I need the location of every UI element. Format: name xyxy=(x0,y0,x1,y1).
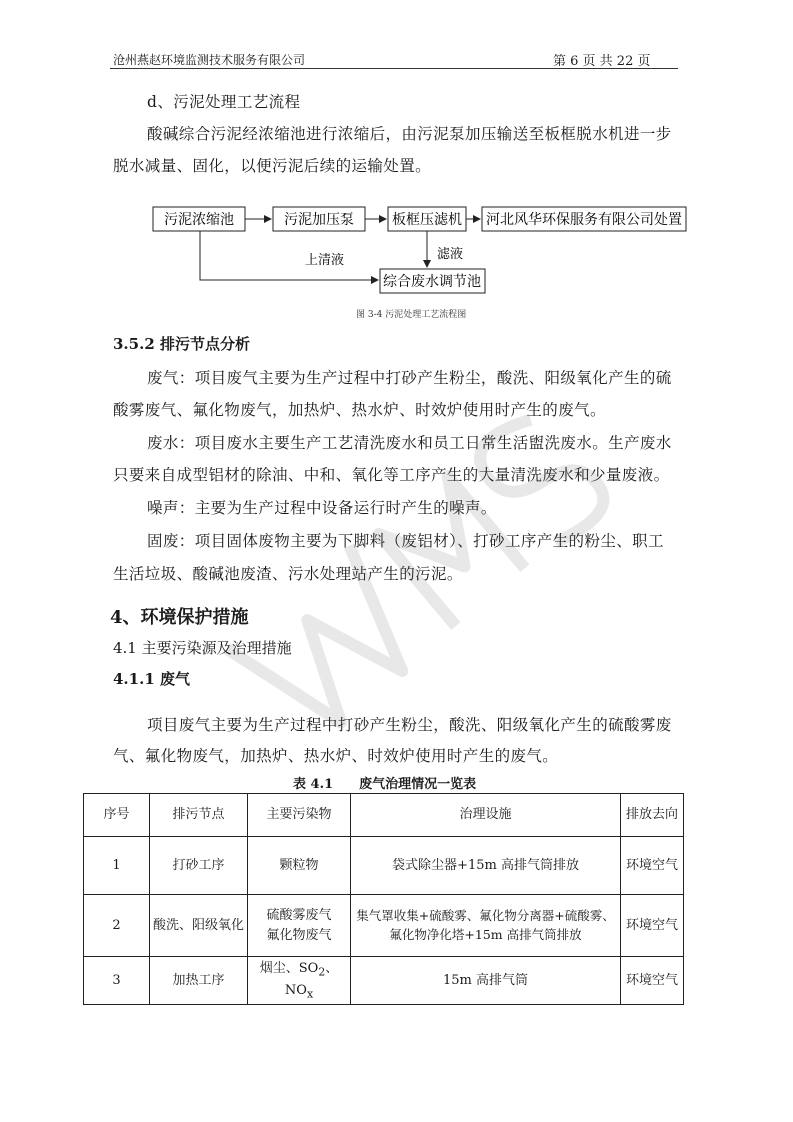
table-cell: 环境空气 xyxy=(621,895,684,957)
table-header-cell: 序号 xyxy=(84,794,150,837)
table-cell: 2 xyxy=(84,895,150,957)
table-header-cell: 排污节点 xyxy=(150,794,248,837)
table-cell: 酸洗、阳级氧化 xyxy=(150,895,248,957)
table-cell: 颗粒物 xyxy=(248,837,351,895)
flow-box-disposal xyxy=(482,207,686,231)
table-cell: 打砂工序 xyxy=(150,837,248,895)
pollutant-text: 烟尘、SO xyxy=(259,960,319,976)
water-line-2: 只要来自成型铝材的除油、中和、氧化等工序产生的大量清洗废水和少量废液。 xyxy=(113,466,670,484)
header-company: 沧州燕赵环境监测技术服务有限公司 xyxy=(113,53,306,67)
header-page-number: 第 6 页 共 22 页 xyxy=(553,54,651,69)
header-divider xyxy=(110,68,678,69)
table-cell-line: 硫酸雾废气 xyxy=(266,908,332,923)
table-cell: 1 xyxy=(84,837,150,895)
water-line-1: 废水：项目废水主要生产工艺清洗废水和员工日常生活盥洗废水。生产废水 xyxy=(147,434,672,452)
flow-label-supernatant: 上清液 xyxy=(305,253,345,268)
flow-box-pump-label: 污泥加压泵 xyxy=(284,212,354,228)
table-cell xyxy=(248,895,351,957)
subscript-x: x xyxy=(306,987,314,1001)
flow-arrow-supernatant xyxy=(200,231,378,280)
section-4-1-heading: 4.1 主要污染源及治理措施 xyxy=(113,639,292,657)
table-cell-line: 集气罩收集+硫酸雾、氟化物分离器+硫酸雾、 xyxy=(356,907,615,923)
table-cell xyxy=(248,957,351,1005)
table-cell: 环境空气 xyxy=(621,957,684,1005)
sludge-line-2: 脱水减量、固化，以便污泥后续的运输处置。 xyxy=(113,157,432,175)
flow-box-filter-press xyxy=(388,207,466,231)
flow-box-thickener-label: 污泥浓缩池 xyxy=(164,212,234,228)
pollutant-text: 、NO xyxy=(284,960,339,998)
section-4-para-2: 气、氟化物废气，加热炉、热水炉、时效炉使用时产生的废气。 xyxy=(113,747,559,765)
flow-box-regulating-tank xyxy=(380,269,485,293)
table-header-cell: 主要污染物 xyxy=(248,794,351,837)
table-caption: 表 4.1 废气治理情况一览表 xyxy=(293,777,477,792)
table-cell: 袋式除尘器+15m 高排气筒排放 xyxy=(351,837,621,895)
table-row xyxy=(84,895,684,957)
noise-line: 噪声：主要为生产过程中设备运行时产生的噪声。 xyxy=(147,499,497,517)
table-row xyxy=(84,837,684,895)
flow-box-filter-press-label: 板框压滤机 xyxy=(392,212,462,228)
table-cell: 环境空气 xyxy=(621,837,684,895)
table-header-cell: 治理设施 xyxy=(351,794,621,837)
exhaust-treatment-table xyxy=(83,793,684,1005)
table-cell: 加热工序 xyxy=(150,957,248,1005)
gas-line-2: 酸雾废气、氟化物废气，加热炉、热水炉、时效炉使用时产生的废气。 xyxy=(113,401,606,419)
table-cell: 3 xyxy=(84,957,150,1005)
figure-caption: 图 3-4 污泥处理工艺流程图 xyxy=(356,310,467,320)
section-4-heading: 4、环境保护措施 xyxy=(110,607,249,628)
table-row xyxy=(84,957,684,1005)
subscript-2: 2 xyxy=(318,965,326,979)
sludge-flow-diagram xyxy=(140,200,700,300)
gas-line-1: 废气：项目废气主要为生产过程中打砂产生粉尘，酸洗、阳级氧化产生的硫 xyxy=(147,369,672,387)
flow-box-disposal-label: 河北风华环保服务有限公司处置 xyxy=(486,212,682,228)
table-header-row xyxy=(84,794,684,837)
table-header-cell: 排放去向 xyxy=(621,794,684,837)
table-cell xyxy=(351,895,621,957)
solid-line-2: 生活垃圾、酸碱池废渣、污水处理站产生的污泥。 xyxy=(113,565,463,583)
watermark-logo xyxy=(180,360,620,790)
flow-box-pump xyxy=(273,207,365,231)
flow-box-thickener xyxy=(153,207,245,231)
section-3-5-2-heading: 3.5.2 排污节点分析 xyxy=(113,335,250,353)
sludge-heading: d、污泥处理工艺流程 xyxy=(147,93,301,111)
sludge-line-1: 酸碱综合污泥经浓缩池进行浓缩后，由污泥泵加压输送至板框脱水机进一步 xyxy=(147,125,672,143)
flow-box-regulating-tank-label: 综合废水调节池 xyxy=(383,274,481,290)
section-4-1-1-heading: 4.1.1 废气 xyxy=(113,670,190,688)
flow-label-filtrate: 滤液 xyxy=(437,247,464,262)
table-cell-line: 氟化物净化塔+15m 高排气筒排放 xyxy=(389,926,582,942)
table-cell-line: 氟化物废气 xyxy=(266,927,332,943)
section-4-para-1: 项目废气主要为生产过程中打砂产生粉尘，酸洗、阳级氧化产生的硫酸雾废 xyxy=(147,716,672,734)
solid-line-1: 固废：项目固体废物主要为下脚料（废铝材）、打砂工序产生的粉尘、职工 xyxy=(147,532,664,550)
table-cell: 15m 高排气筒 xyxy=(351,957,621,1005)
